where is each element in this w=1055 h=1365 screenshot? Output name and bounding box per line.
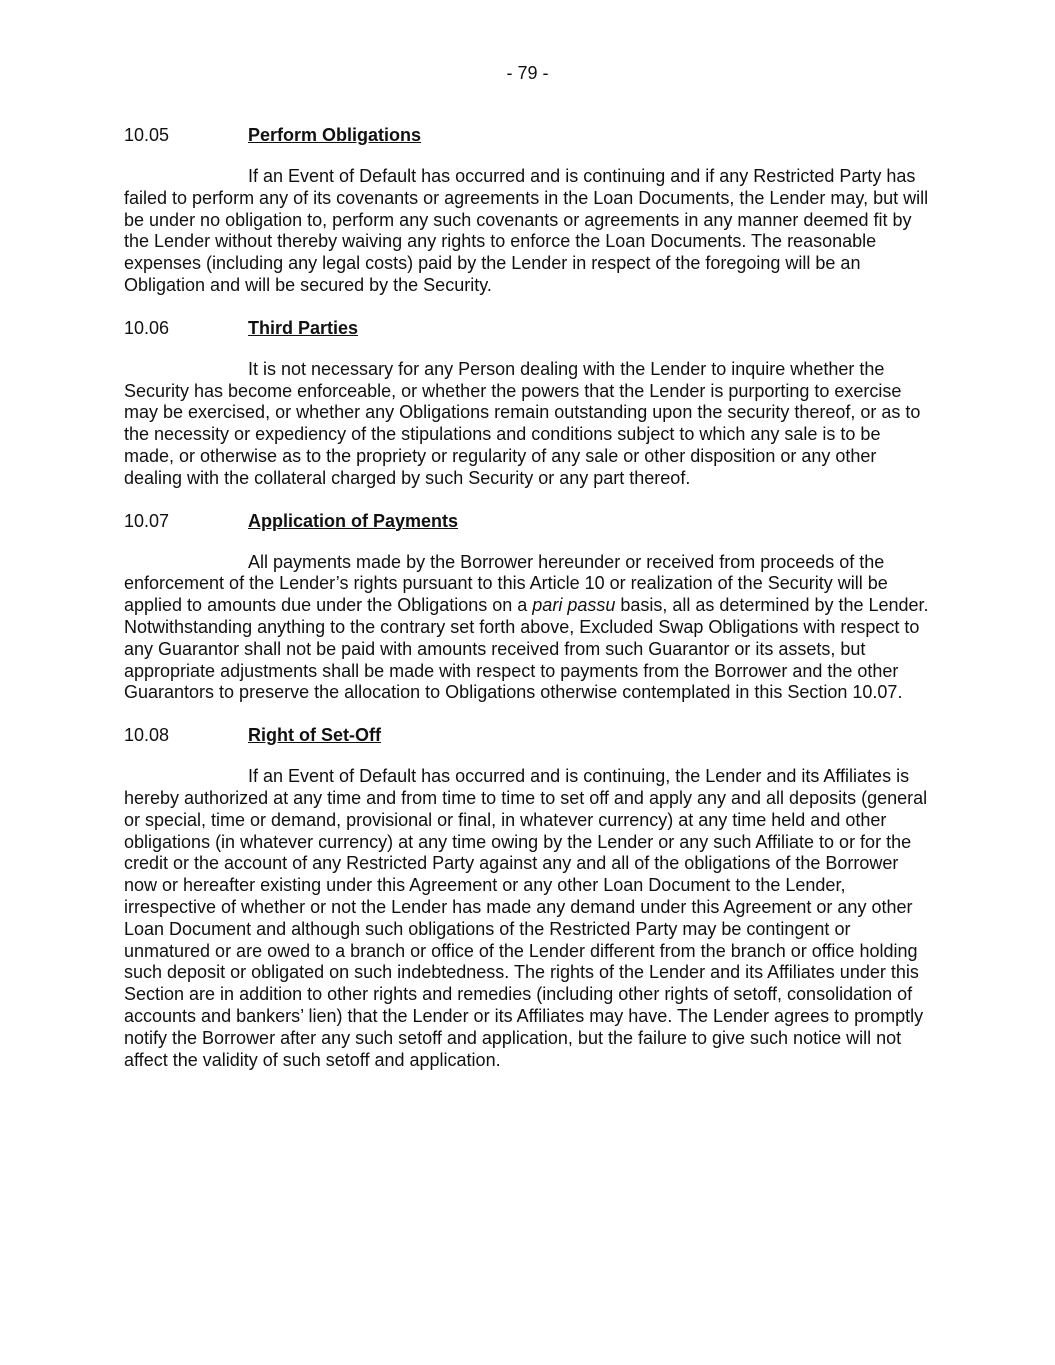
section-paragraph: If an Event of Default has occurred and is continuing, the Lender and its Affiliates is hereby authorized at any time and from time to time to set off and apply any and all deposits (general or special, time or demand, provisional or final, in whatever currency) at any time held and other obligations (in whatever currency) at any time owing by the Lender or any such Affiliate to or for the credit or the account of any Restricted Party against any and all of the obligations of the Borrower now or hereafter existing under this Agreement or any other Loan Document to the Lender, irrespective of whether or not the Lender has made any demand under this Agreement or any other Loan Document and although such obligations of the Restricted Party may be contingent or unmatured or are owed to a branch or office of the Lender different from the branch or office holding such deposit or obligated on such indebtedness. The rights of the Lender and its Affiliates under this Section are in addition to other rights and remedies (including other rights of setoff, consolidation of accounts and bankers’ lien) that the Lender or its Affiliates may have. The Lender agrees to promptly notify the Borrower after any such setoff and application, but the failure to give such notice will not affect the validity of such setoff and application. xyxy=(124,766,928,1070)
section-10-07 xyxy=(124,510,934,705)
section-title: Right of Set-Off xyxy=(248,725,381,746)
paragraph-text-start: All payments made by the Borrower hereunder or received from proceeds of the enforcement of the Lender’s rights pursuant to this Article 10 or realization of the Security will be applied to amounts due under the Obligations on a xyxy=(124,551,888,616)
section-number: 10.08 xyxy=(124,725,170,746)
section-number: 10.06 xyxy=(124,317,170,338)
section-heading xyxy=(124,724,934,746)
section-title: Application of Payments xyxy=(248,510,459,531)
section-title: Perform Obligations xyxy=(248,125,422,145)
section-10-08 xyxy=(124,724,934,1071)
section-paragraph xyxy=(124,552,934,705)
document-body xyxy=(124,124,934,1091)
section-10-06 xyxy=(124,317,934,490)
section-heading xyxy=(124,317,934,339)
section-heading xyxy=(124,124,934,146)
section-number: 10.07 xyxy=(124,510,170,531)
section-paragraph: If an Event of Default has occurred and is continuing and if any Restricted Party has failed to perform any of its covenants or agreements in the Loan Documents, the Lender may, but will be under no obligation to, perform any such covenants or agreements in any manner deemed fit by the Lender without thereby waiving any rights to enforce the Loan Documents. The reasonable expenses (including any legal costs) paid by the Lender in respect of the foregoing will be an Obligation and will be secured by the Security. xyxy=(124,166,929,295)
section-paragraph: It is not necessary for any Person dealing with the Lender to inquire whether the Security has become enforceable, or whether the powers that the Lender is purporting to exercise may be exercised, or whether any Obligations remain outstanding upon the security thereof, or as to the necessity or expediency of the stipulations and conditions subject to which any sale is to be made, or otherwise as to the propriety or regularity of any sale or other disposition or any other dealing with the collateral charged by such Security or any part thereof. xyxy=(124,358,921,488)
italic-term: pari passu xyxy=(532,595,616,616)
page-number: - 79 - xyxy=(506,63,549,83)
section-heading xyxy=(124,510,934,532)
section-number: 10.05 xyxy=(124,125,170,145)
section-10-05 xyxy=(124,124,934,297)
paragraph-text-end: basis, all as determined by the Lender. Notwithstanding anything to the contrary set forth above, Excluded Swap Obligations with respect to any Guarantor shall not be paid with amounts received from such Guarantor or its assets, but appropriate adjustments shall be made with respect to payments from the Borrower and the other Guarantors to preserve the allocation to Obligations otherwise contemplated in this Section 10.07. xyxy=(124,595,929,703)
section-title: Third Parties xyxy=(248,317,359,338)
